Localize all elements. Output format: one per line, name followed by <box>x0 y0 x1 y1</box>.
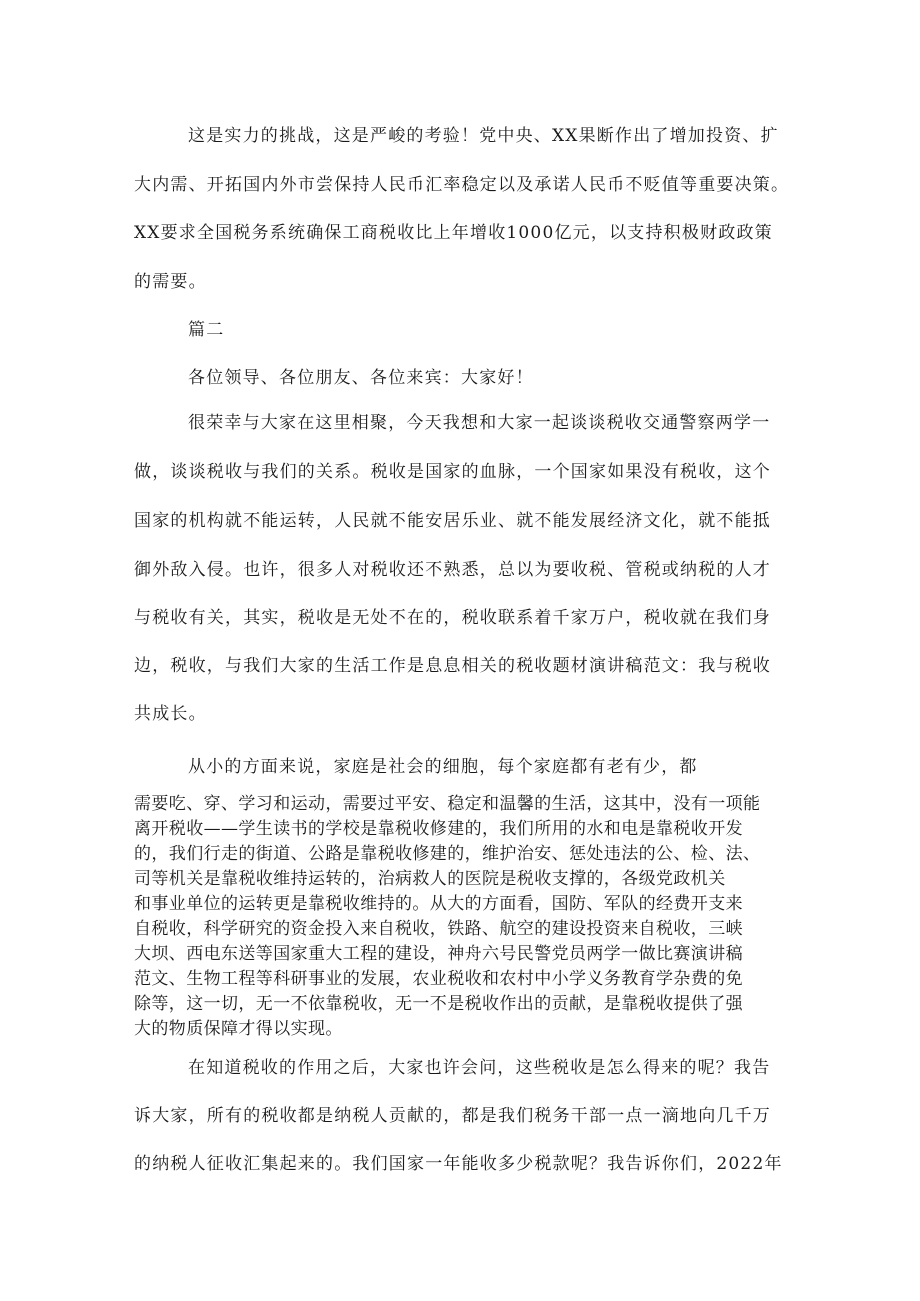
paragraph-2-line-2: 做，谈谈税收与我们的关系。税收是国家的血脉，一个国家如果没有税收，这个 <box>134 462 771 482</box>
paragraph-3-line-11: 大的物质保障才得以实现。 <box>134 1019 343 1039</box>
paragraph-2-line-6: 边，税收，与我们大家的生活工作是息息相关的税收题材演讲稿范文：我与税收 <box>134 656 771 676</box>
paragraph-2-line-4: 御外敌入侵。也许，很多人对税收还不熟悉，总以为要收税、管税或纳税的人才 <box>134 560 771 580</box>
paragraph-4-line-1: 在知道税收的作用之后，大家也许会问，这些税收是怎么得来的呢？我告 <box>188 1058 771 1078</box>
paragraph-2-line-5: 与税收有关，其实，税收是无处不在的，税收联系着千家万户，税收就在我们身 <box>134 608 771 628</box>
paragraph-1-line-1: 这是实力的挑战，这是严峻的考验！党中央、XX果断作出了增加投资、扩 <box>188 126 779 146</box>
paragraph-3-line-9: 范文、生物工程等科研事业的发展，农业税收和农村中小学义务教育学杂费的免 <box>134 969 743 989</box>
paragraph-4-line-2: 诉大家，所有的税收都是纳税人贡献的，都是我们税务干部一点一滴地向几千万 <box>134 1106 771 1126</box>
paragraph-1-line-4: 的需要。 <box>134 272 207 292</box>
paragraph-3-line-8: 大坝、西电东送等国家重大工程的建设，神舟六号民警党员两学一做比赛演讲稿 <box>134 944 743 964</box>
paragraph-2-line-1: 很荣幸与大家在这里相聚，今天我想和大家一起谈谈税收交通警察两学一 <box>188 413 771 433</box>
paragraph-3-line-4: 的，我们行走的街道、公路是靠税收修建的，维护治安、惩处违法的公、检、法、 <box>134 844 761 864</box>
paragraph-3-line-2: 需要吃、穿、学习和运动，需要过平安、稳定和温馨的生活，这其中，没有一项能 <box>134 794 761 814</box>
greeting-line: 各位领导、各位朋友、各位来宾：大家好！ <box>188 368 534 388</box>
section-heading: 篇二 <box>188 320 225 340</box>
paragraph-2-line-7: 共成长。 <box>134 704 207 724</box>
paragraph-3-line-10: 除等，这一切，无一不依靠税收，无一不是税收作出的贡献，是靠税收提供了强 <box>134 994 743 1014</box>
paragraph-3-line-1: 从小的方面来说，家庭是社会的细胞，每个家庭都有老有少，都 <box>188 757 698 777</box>
paragraph-3-line-5: 司等机关是靠税收维持运转的，治病救人的医院是税收支撑的，各级党政机关 <box>134 869 726 889</box>
paragraph-4-line-3: 的纳税人征收汇集起来的。我们国家一年能收多少税款呢？我告诉你们，2022年 <box>134 1154 783 1174</box>
paragraph-1-line-3: XX要求全国税务系统确保工商税收比上年增收1000亿元，以支持积极财政政策 <box>134 223 773 243</box>
paragraph-1-line-2: 大内需、开拓国内外市尝保持人民币汇率稳定以及承诺人民币不贬值等重要决策。 <box>134 175 790 195</box>
paragraph-3-line-7: 自税收，科学研究的资金投入来自税收，铁路、航空的建设投资来自税收，三峡 <box>134 919 743 939</box>
paragraph-3-line-3: 离开税收——学生读书的学校是靠税收修建的，我们所用的水和电是靠税收开发 <box>134 819 743 839</box>
paragraph-3-line-6: 和事业单位的运转更是靠税收维持的。从大的方面看，国防、军队的经费开支来 <box>134 894 743 914</box>
paragraph-2-line-3: 国家的机构就不能运转，人民就不能安居乐业、就不能发展经济文化，就不能抵 <box>134 511 771 531</box>
